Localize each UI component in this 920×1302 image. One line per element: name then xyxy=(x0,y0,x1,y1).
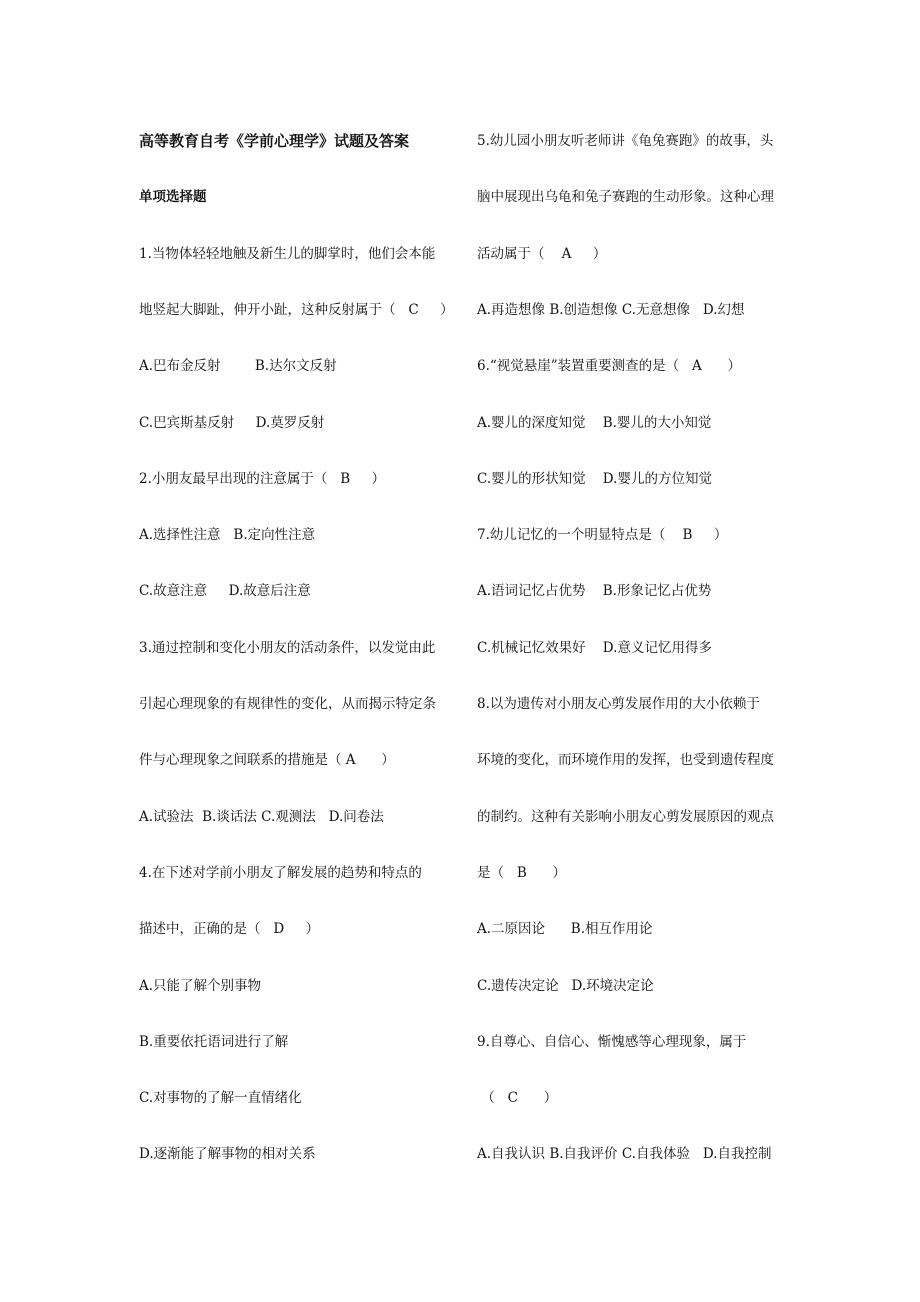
question-line: C.机械记忆效果好 D.意义记忆用得多 xyxy=(477,639,712,656)
question-line: 地竖起大脚趾，伸开小趾，这种反射属于（ C ） xyxy=(139,301,454,318)
question-line: 引起心理现象的有规律性的变化，从而揭示特定条 xyxy=(139,696,436,712)
question-line: 8.以为遗传对小朋友心剪发展作用的大小依赖于 xyxy=(477,696,760,712)
question-line: A.试验法 B.谈话法 C.观测法 D.问卷法 xyxy=(139,808,384,825)
section-heading: 单项选择题 xyxy=(139,189,207,205)
question-line: 9.自尊心、自信心、惭愧感等心理现象，属于 xyxy=(477,1033,747,1050)
question-line: 环境的变化，而环境作用的发挥，也受到遗传程度 xyxy=(477,752,774,769)
question-line: 7.幼儿记忆的一个明显特点是（ B ） xyxy=(477,527,728,544)
question-line: 脑中展现出乌龟和兔子赛跑的生动形象。这种心理 xyxy=(477,189,774,206)
question-line: 2.小朋友最早出现的注意属于（ B ） xyxy=(139,470,386,487)
question-line: A.语词记忆占优势 B.形象记忆占优势 xyxy=(477,583,712,600)
question-line: A.自我认识 B.自我评价 C.自我体验 D.自我控制 xyxy=(477,1146,772,1163)
question-line: A.只能了解个别事物 xyxy=(139,977,262,994)
question-line: （ C ） xyxy=(477,1090,558,1107)
question-line: C.对事物的了解一直情绪化 xyxy=(139,1090,302,1107)
question-line: A.再造想像 B.创造想像 C.无意想像 D.幻想 xyxy=(477,301,745,318)
question-line: A.婴儿的深度知觉 B.婴儿的大小知觉 xyxy=(477,414,712,431)
question-line: D.逐渐能了解事物的相对关系 xyxy=(139,1146,316,1163)
question-line: A.二原因论 B.相互作用论 xyxy=(477,921,653,938)
question-line: 描述中，正确的是（ D ） xyxy=(139,921,320,938)
question-line: 的制约。这种有关影响小朋友心剪发展原因的观点 xyxy=(477,808,774,825)
question-line: 6.“视觉悬崖”装置重要测查的是（ A ） xyxy=(477,358,742,375)
question-line: 件与心理现象之间联系的措施是（ A ） xyxy=(139,752,395,769)
question-line: 1.当物体轻轻地触及新生儿的脚掌时，他们会本能 xyxy=(139,245,436,262)
question-line: 是（ B ） xyxy=(477,864,567,881)
question-line: 3.通过控制和变化小朋友的活动条件，以发觉由此 xyxy=(139,639,436,656)
question-line: 活动属于（ A ） xyxy=(477,245,607,262)
question-line: C.婴儿的形状知觉 D.婴儿的方位知觉 xyxy=(477,470,712,487)
question-line: A.巴布金反射 B.达尔文反射 xyxy=(139,358,337,375)
question-line: A.选择性注意 B.定向性注意 xyxy=(139,527,316,544)
question-line: B.重要依托语词进行了解 xyxy=(139,1033,289,1050)
question-line: 5.幼儿园小朋友听老师讲《龟兔赛跑》的故事，头 xyxy=(477,133,774,149)
question-line: 4.在下述对学前小朋友了解发展的趋势和特点的 xyxy=(139,864,422,881)
question-line: C.故意注意 D.故意后注意 xyxy=(139,583,311,600)
question-line: C.遗传决定论 D.环境决定论 xyxy=(477,977,654,994)
question-line: C.巴宾斯基反射 D.莫罗反射 xyxy=(139,414,325,431)
document-title: 高等教育自考《学前心理学》试题及答案 xyxy=(139,132,410,150)
